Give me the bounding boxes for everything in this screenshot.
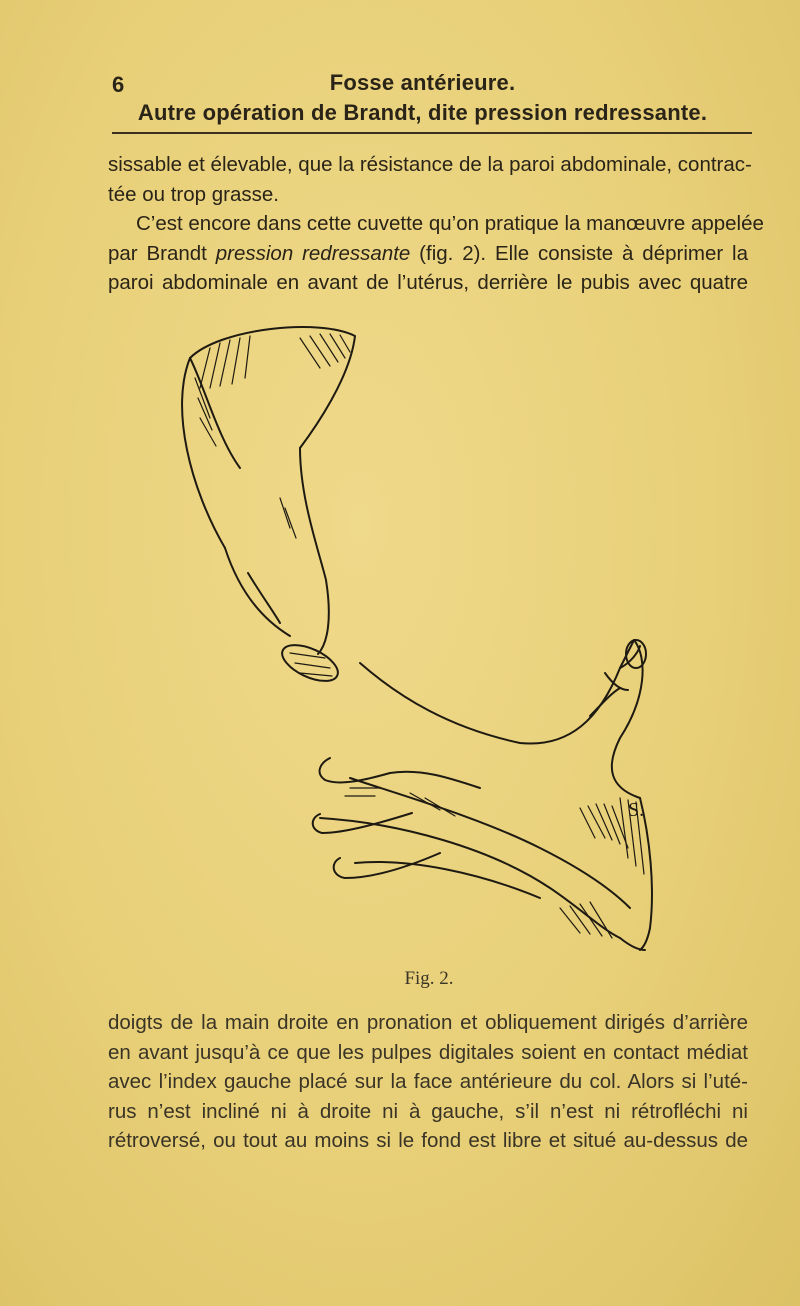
figure-caption: Fig. 2. [404, 968, 454, 989]
text-line: C’est encore dans cette cuvette qu’on pratique la manœuvre appelée [136, 212, 764, 235]
italic-term: pression redressante [215, 241, 411, 265]
text-line: rétroversé, ou tout au moins si le fond est libre et situé au-dessus de [108, 1129, 748, 1152]
text-line: avec l’index gauche placé sur la face antérieure du col. Alors si l’uté- [108, 1070, 748, 1093]
text-line: sissable et élevable, que la résistance de la paroi abdominale, contrac- [108, 153, 752, 176]
paragraph-bottom [108, 1008, 748, 1156]
text-line: en avant jusqu’à ce que les pulpes digitales soient en contact médiat [108, 1040, 748, 1064]
figure-label-s: S. [628, 799, 645, 821]
text-line-with-italic [108, 239, 748, 269]
hand-drawing [150, 318, 710, 968]
text-run: (fig. 2). Elle consiste à déprimer la [410, 241, 748, 265]
text-run: par Brandt [108, 241, 216, 265]
text-line: tée ou trop grasse. [108, 182, 279, 206]
header-rule [112, 132, 752, 134]
header-title: Fosse antérieure. [329, 70, 516, 95]
text-line: paroi abdominale en avant de l’utérus, derrière le pubis avec quatre [108, 271, 748, 294]
running-header [0, 68, 800, 128]
header-subtitle: Autre opération de Brandt, dite pression redressante. [137, 100, 708, 125]
text-line: rus n’est incliné ni à droite ni à gauche, s’il n’est ni rétrofléchi ni [108, 1099, 748, 1123]
figure-hand-illustration [150, 318, 710, 968]
page-number: 6 [112, 72, 125, 97]
text-line: doigts de la main droite en pronation et obliquement dirigés d’arrière [108, 1011, 748, 1034]
paragraph-top [108, 150, 764, 298]
